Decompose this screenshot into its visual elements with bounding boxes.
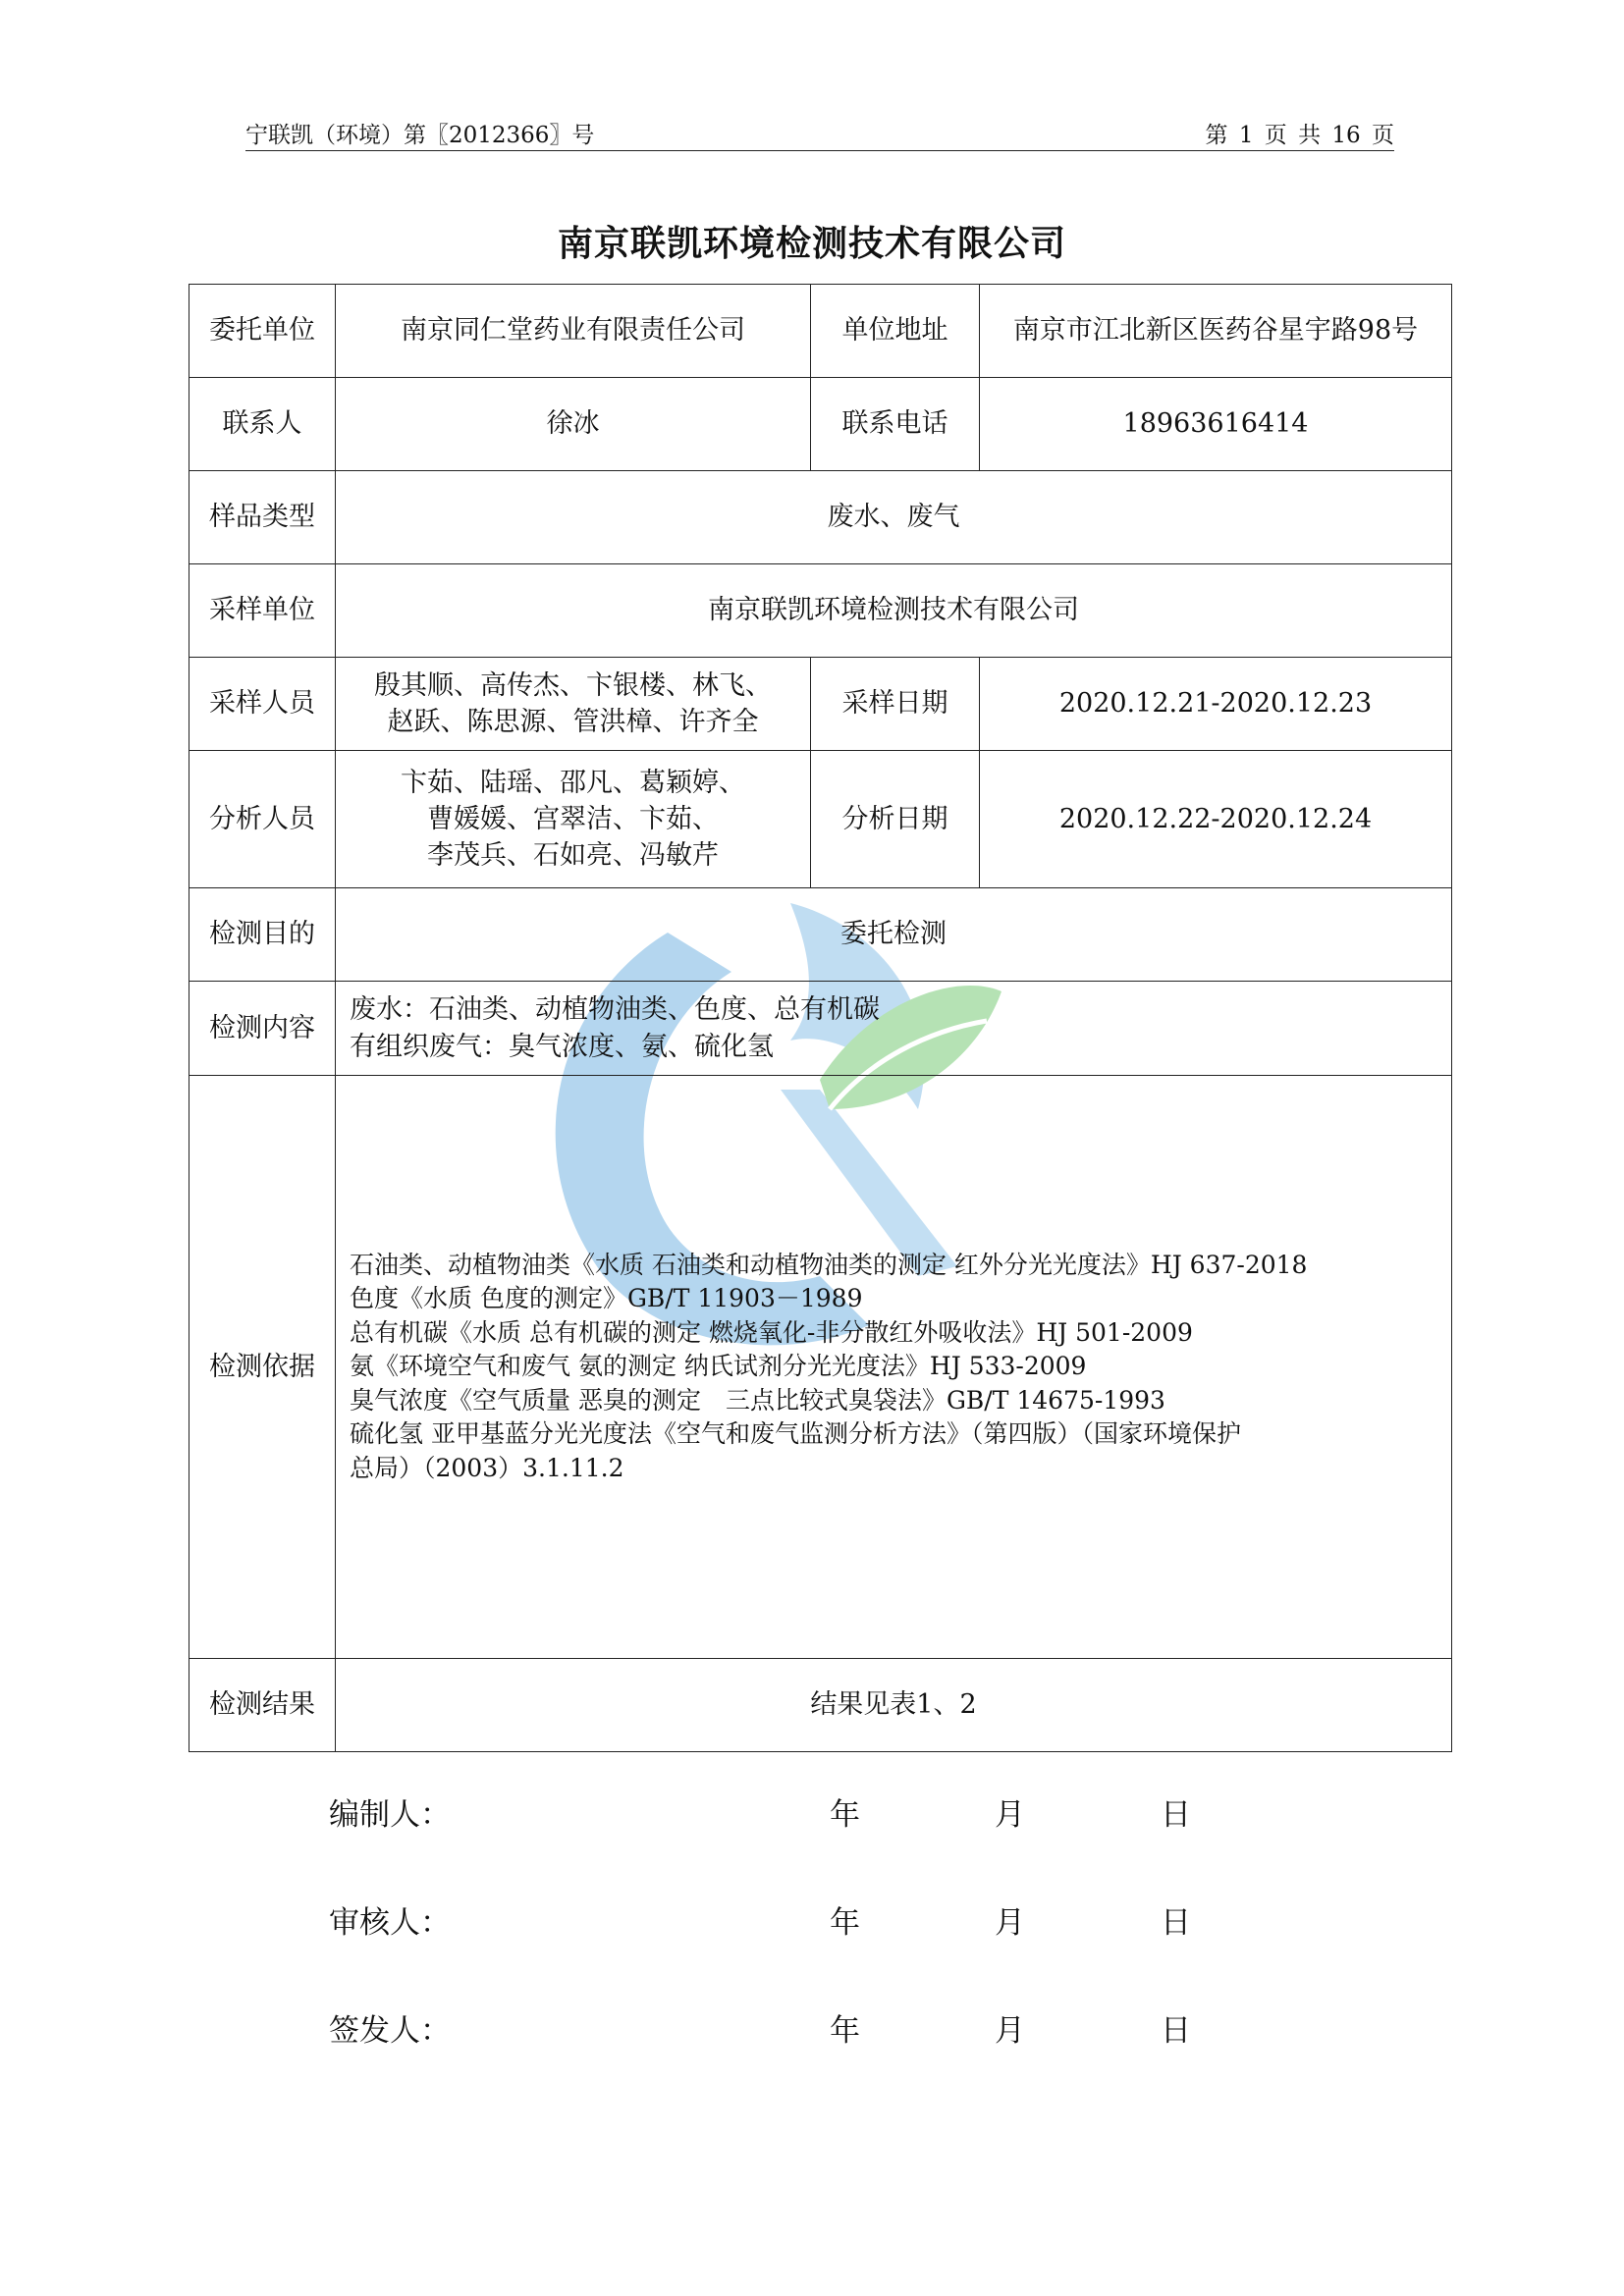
signature-month: 月 xyxy=(995,2013,1025,2049)
signature-month: 月 xyxy=(995,1797,1025,1833)
report-number: 宁联凯（环境）第〖2012366〗号 xyxy=(245,123,595,148)
client-label: 委托单位 xyxy=(189,285,336,378)
sampling-date-value: 2020.12.21-2020.12.23 xyxy=(980,658,1452,751)
signature-role: 审核人： xyxy=(329,1905,451,1941)
basis-label: 检测依据 xyxy=(189,1076,336,1659)
signature-row-issuer xyxy=(0,2005,1624,2049)
content-line: 有组织废气：臭气浓度、氨、硫化氢 xyxy=(350,1031,774,1062)
samplers-line: 赵跃、陈思源、管洪樟、许齐全 xyxy=(387,707,759,737)
result-label: 检测结果 xyxy=(189,1659,336,1752)
sampling-date-label: 采样日期 xyxy=(811,658,980,751)
contact-value: 徐冰 xyxy=(336,378,811,471)
signature-day: 日 xyxy=(1161,2013,1191,2049)
basis-line: 总局）（2003）3.1.11.2 xyxy=(350,1453,624,1482)
sampling-unit-label: 采样单位 xyxy=(189,564,336,658)
analysts-line: 曹媛媛、宫翠洁、卞茹、 xyxy=(427,803,719,834)
address-value: 南京市江北新区医药谷星宇路98号 xyxy=(980,285,1452,378)
sample-type-value: 废水、废气 xyxy=(336,471,1452,564)
content-label: 检测内容 xyxy=(189,982,336,1076)
basis-line: 色度《水质 色度的测定》GB/T 11903－1989 xyxy=(350,1284,863,1313)
samplers-label: 采样人员 xyxy=(189,658,336,751)
signature-year: 年 xyxy=(830,2013,860,2049)
signature-row-reviewer xyxy=(0,1897,1624,1941)
analysts-line: 李茂兵、石如亮、冯敏芹 xyxy=(427,840,719,872)
report-cover-table xyxy=(189,284,1452,1752)
signature-day: 日 xyxy=(1161,1797,1191,1833)
analysts-line: 卞茹、陆瑶、邵凡、葛颖婷、 xyxy=(401,767,745,798)
signature-role: 签发人： xyxy=(329,2013,451,2049)
basis-line: 硫化氢 亚甲基蓝分光光度法《空气和废气监测分析方法》（第四版）（国家环境保护 xyxy=(350,1419,1241,1449)
basis-line: 臭气浓度《空气质量 恶臭的测定 三点比较式臭袋法》GB/T 14675-1993 xyxy=(350,1385,1165,1415)
purpose-value: 委托检测 xyxy=(336,888,1452,982)
contact-label: 联系人 xyxy=(189,378,336,471)
signature-month: 月 xyxy=(995,1905,1025,1941)
phone-label: 联系电话 xyxy=(811,378,980,471)
client-value: 南京同仁堂药业有限责任公司 xyxy=(336,285,811,378)
analysts-value xyxy=(336,751,811,888)
basis-line: 石油类、动植物油类《水质 石油类和动植物油类的测定 红外分光光度法》HJ 637-2018 xyxy=(350,1250,1308,1279)
page-info: 第 1 页 共 16 页 xyxy=(1205,123,1394,148)
sampling-unit-value: 南京联凯环境检测技术有限公司 xyxy=(336,564,1452,658)
signature-day: 日 xyxy=(1161,1905,1191,1941)
signature-role: 编制人： xyxy=(329,1797,451,1833)
basis-value xyxy=(336,1076,1452,1659)
purpose-label: 检测目的 xyxy=(189,888,336,982)
analysis-date-label: 分析日期 xyxy=(811,751,980,888)
page-header xyxy=(245,113,1394,151)
signature-row-compiler xyxy=(0,1789,1624,1833)
analysts-label: 分析人员 xyxy=(189,751,336,888)
samplers-line: 殷其顺、高传杰、卞银楼、林飞、 xyxy=(374,669,772,701)
result-value: 结果见表1、2 xyxy=(336,1659,1452,1752)
sample-type-label: 样品类型 xyxy=(189,471,336,564)
analysis-date-value: 2020.12.22-2020.12.24 xyxy=(980,751,1452,888)
phone-value: 18963616414 xyxy=(980,378,1452,471)
signature-year: 年 xyxy=(830,1797,860,1833)
signature-year: 年 xyxy=(830,1905,860,1941)
basis-line: 总有机碳《水质 总有机碳的测定 燃烧氧化-非分散红外吸收法》HJ 501-2009 xyxy=(350,1317,1193,1347)
content-line: 废水：石油类、动植物油类、色度、总有机碳 xyxy=(350,994,880,1026)
samplers-value xyxy=(336,658,811,751)
content-value xyxy=(336,982,1452,1076)
basis-line: 氨《环境空气和废气 氨的测定 纳氏试剂分光光度法》HJ 533-2009 xyxy=(350,1352,1087,1381)
company-title: 南京联凯环境检测技术有限公司 xyxy=(557,223,1066,264)
address-label: 单位地址 xyxy=(811,285,980,378)
